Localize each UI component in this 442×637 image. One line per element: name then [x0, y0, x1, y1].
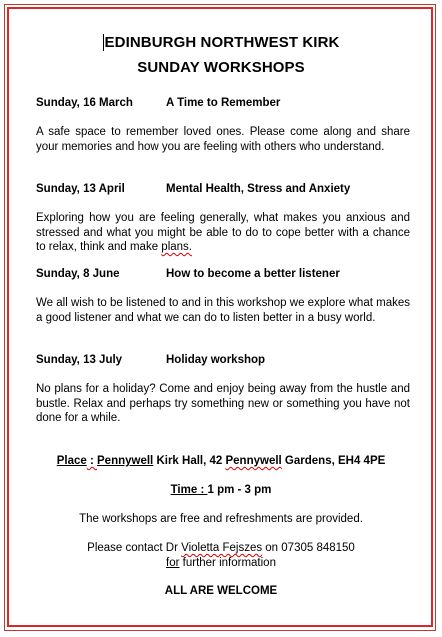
- contact-line-2: [0, 556, 442, 571]
- event-description-3: We all wish to be listened to and in this workshop we explore what makes a good listener and what we can do to listen better in a busy world.: [36, 297, 410, 324]
- place-value-part: Kirk Hall, 42: [153, 455, 226, 467]
- time-line: [0, 483, 442, 498]
- event-heading-3: [36, 268, 340, 280]
- description-text: Exploring how you are feeling generally, what makes you anxious and stressed and what you might be able to do to cope better with a chance to relax, think and make: [36, 212, 410, 253]
- event-title: Mental Health, Stress and Anxiety: [166, 183, 351, 195]
- place-value-part: Pennywell: [225, 455, 282, 467]
- spellcheck-word[interactable]: plans.: [161, 241, 192, 253]
- event-date: Sunday, 16 March: [36, 97, 133, 109]
- event-heading-1: [36, 97, 281, 109]
- title-line-1: [0, 34, 442, 51]
- place-separator: :: [86, 455, 97, 467]
- event-date: Sunday, 13 April: [36, 183, 125, 195]
- title-line-2: SUNDAY WORKSHOPS: [137, 59, 305, 76]
- event-description-2: [36, 211, 410, 255]
- event-heading-4: [36, 354, 266, 366]
- time-separator: :: [197, 484, 208, 496]
- contact-text: further information: [179, 557, 276, 569]
- time-label: Time: [170, 484, 198, 496]
- event-title: How to become a better listener: [166, 268, 340, 280]
- event-title: Holiday workshop: [166, 354, 266, 366]
- place-value-part: Pennywell: [97, 455, 154, 467]
- event-description-4: No plans for a holiday? Come and enjoy being away from the hustle and bustle. Relax and perhaps try something new or something you have not done for a while.: [36, 383, 410, 424]
- place-value-part: Gardens, EH4 4PE: [281, 455, 386, 467]
- contact-line-1: [0, 541, 442, 556]
- free-note: The workshops are free and refreshments are provided.: [79, 513, 363, 525]
- time-value: 1 pm - 3 pm: [207, 484, 272, 496]
- contact-text: Please contact Dr: [87, 542, 182, 554]
- event-date: Sunday, 8 June: [36, 268, 120, 280]
- title-line-1-text: EDINBURGH NORTHWEST KIRK: [104, 34, 340, 51]
- contact-name: Violetta Fejszes: [181, 542, 263, 554]
- event-description-1: A safe space to remember loved ones. Please come along and share your memories and how you are feeling with others who understand.: [36, 126, 410, 153]
- event-heading-2: [36, 183, 351, 195]
- welcome-line: ALL ARE WELCOME: [164, 585, 278, 597]
- event-date: Sunday, 13 July: [36, 354, 123, 366]
- event-title: A Time to Remember: [166, 97, 281, 109]
- place-label: Place: [56, 455, 87, 467]
- place-line: [0, 454, 442, 469]
- contact-text: for: [166, 557, 180, 569]
- contact-phone: on 07305 848150: [262, 542, 355, 554]
